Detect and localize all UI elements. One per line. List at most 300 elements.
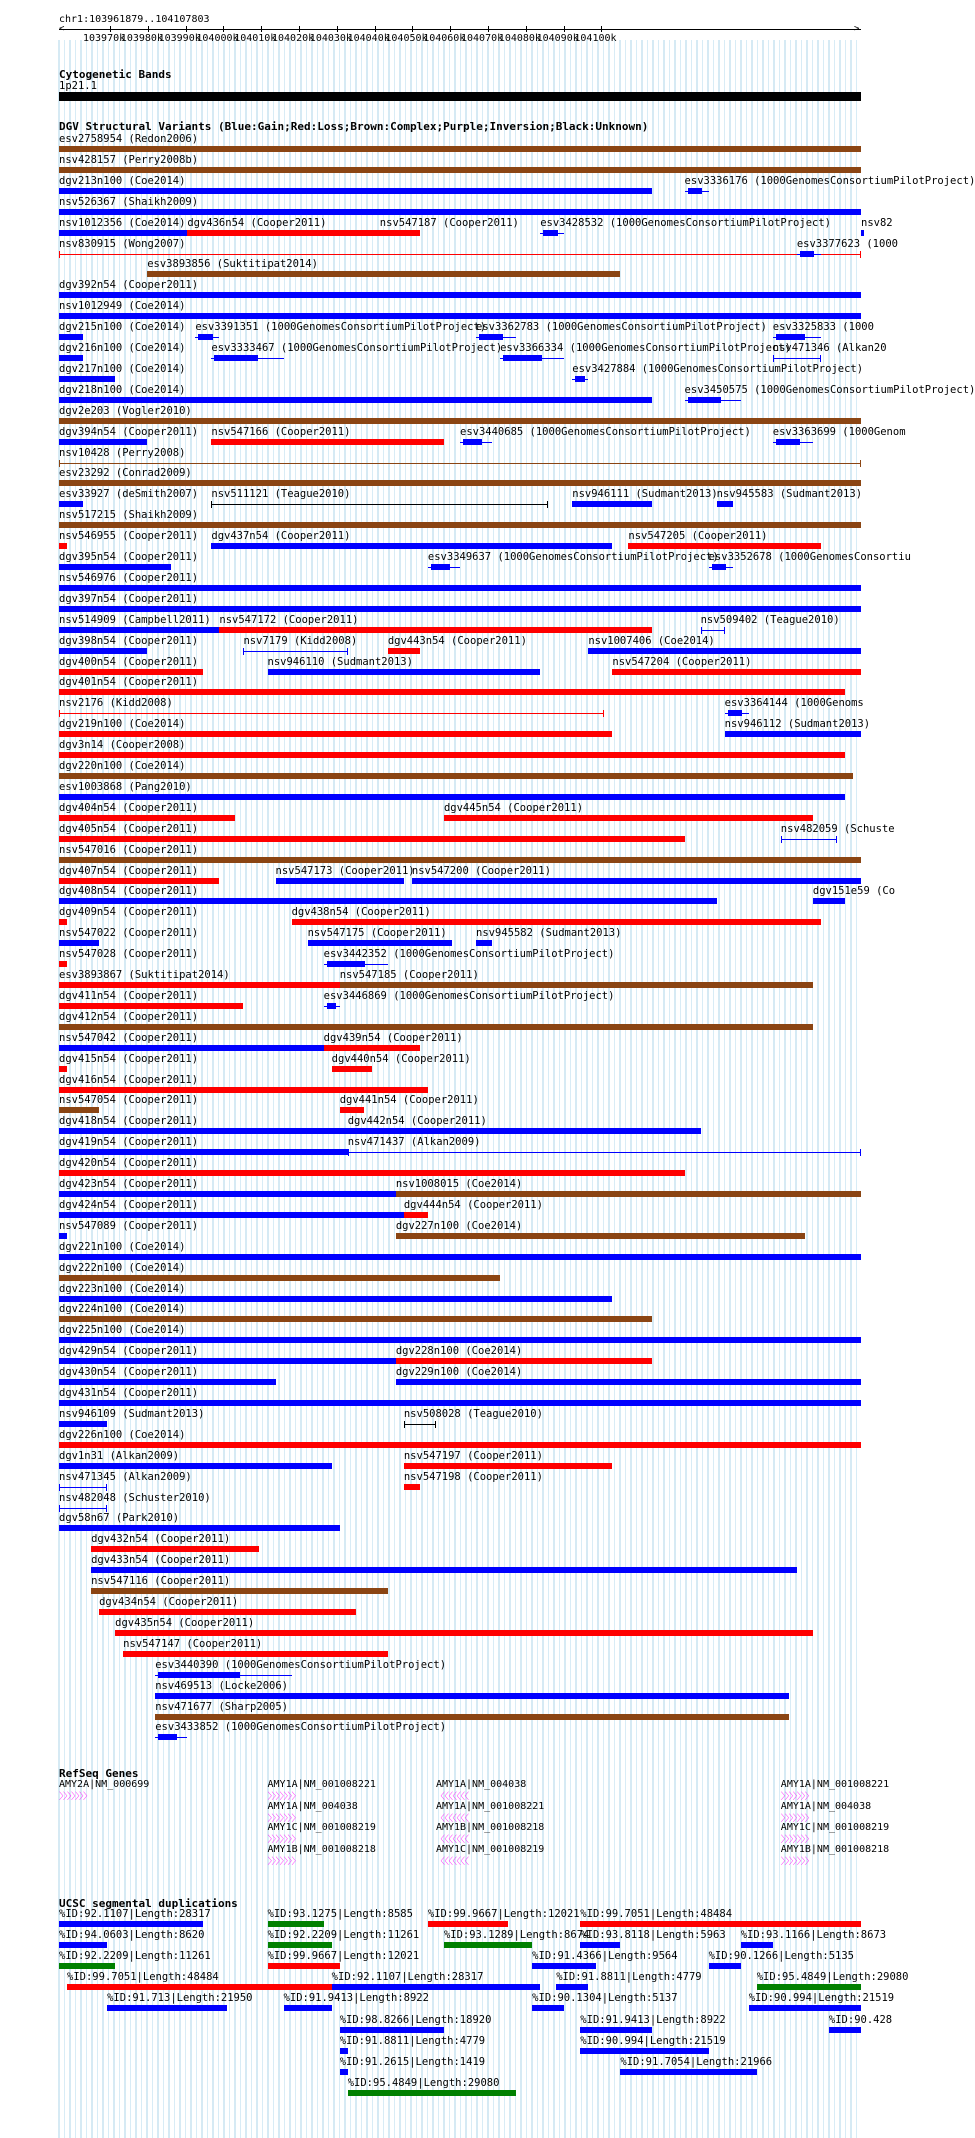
dgv-variant-bar[interactable] [324, 1006, 340, 1007]
dgv-variant-bar[interactable] [59, 773, 853, 779]
ruler-tick-mark [412, 26, 413, 32]
refseq-gene-label: AMY1B|NM_001008218 [267, 1843, 376, 1855]
dgv-variant-label: nsv82 [861, 216, 893, 229]
segdup-bar[interactable] [340, 2048, 348, 2054]
ruler-tick-label: 104060k [423, 33, 466, 44]
dgv-variant-bar[interactable] [59, 1379, 276, 1385]
refseq-gene-model[interactable]: 〈〈〈〈〈〈〈 [435, 1813, 469, 1824]
dgv-variant-bar[interactable] [412, 878, 861, 884]
dgv-variant-label: dgv222n100 (Coe2014) [59, 1261, 186, 1274]
segdup-bar[interactable] [107, 2005, 227, 2011]
ruler-tick-label: 104050k [385, 33, 428, 44]
dgv-variant-bar[interactable] [797, 254, 821, 255]
dgv-variant-bar[interactable] [59, 689, 845, 695]
segdup-bar[interactable] [59, 1963, 115, 1969]
dgv-variant-label: esv3349637 (1000GenomesConsortiumPilotProject) [427, 551, 719, 563]
dgv-variant-label: dgv441n54 (Cooper2011) [339, 1094, 479, 1107]
dgv-variant-bar[interactable] [59, 376, 115, 382]
dgv-variant-bar[interactable] [572, 501, 652, 507]
dgv-variant-label: esv3442352 (1000GenomesConsortiumPilotProject) [323, 948, 615, 961]
dgv-variant-label: nsv547198 (Cooper2011) [403, 1470, 543, 1483]
dgv-variant-bar[interactable] [781, 839, 837, 840]
ruler-tick-label: 104080k [498, 33, 541, 44]
segdup-label: %ID:91.8811|Length:4779 [556, 1971, 702, 1984]
dgv-variant-bar[interactable] [59, 313, 861, 319]
dgv-variant-label: nsv547187 (Cooper2011) [379, 216, 519, 229]
ruler-tick-mark [450, 26, 451, 32]
dgv-variant-bar[interactable] [444, 815, 813, 821]
refseq-gene-label: AMY1A|NM_001008221 [435, 1800, 545, 1812]
dgv-variant-bar[interactable] [59, 1003, 243, 1009]
dgv-variant-bar[interactable] [155, 1737, 187, 1738]
dgv-variant-bar[interactable] [59, 188, 652, 194]
refseq-track-title: RefSeq Genes [59, 1767, 139, 1780]
dgv-variant-bar[interactable] [276, 878, 404, 884]
dgv-variant-bar[interactable] [340, 982, 813, 988]
segdup-bar[interactable] [829, 2027, 861, 2033]
dgv-variant-bar[interactable] [59, 606, 861, 612]
dgv-variant-bar[interactable] [340, 1107, 364, 1113]
refseq-gene-model[interactable]: 〉〉〉〉〉〉〉 [780, 1792, 814, 1802]
dgv-variant-bar[interactable] [99, 1609, 356, 1615]
refseq-gene-label: AMY1A|NM_001008221 [780, 1779, 890, 1790]
dgv-variant-bar[interactable] [59, 794, 845, 800]
dgv-variant-bar[interactable] [59, 254, 861, 255]
segdup-bar[interactable] [709, 1963, 741, 1969]
dgv-variant-bar[interactable] [460, 442, 492, 443]
dgv-variant-bar[interactable] [59, 1508, 107, 1509]
refseq-gene-model[interactable]: 〉〉〉〉〉〉〉 [267, 1835, 301, 1845]
dgv-variant-bar[interactable] [59, 1066, 67, 1072]
dgv-variant-label: esv3893856 (Suktitipat2014) [147, 258, 318, 271]
dgv-variant-bar[interactable] [59, 713, 604, 714]
dgv-variant-bar[interactable] [59, 1212, 404, 1218]
dgv-variant-label: nsv945582 (Sudmant2013) [476, 927, 622, 940]
segdup-bar[interactable] [580, 1942, 620, 1948]
dgv-variant-bar[interactable] [155, 1675, 291, 1676]
refseq-gene-label: AMY1C|NM_001008219 [780, 1822, 890, 1833]
dgv-variant-label: dgv2e203 (Vogler2010) [59, 404, 192, 417]
dgv-variant-label: nsv547054 (Cooper2011) [59, 1094, 199, 1107]
dgv-variant-label: nsv1012949 (Coe2014) [59, 300, 186, 313]
dgv-variant-label: dgv438n54 (Cooper2011) [291, 906, 431, 919]
cytoband-bar[interactable] [59, 92, 861, 101]
refseq-gene-label: AMY1A|NM_004038 [267, 1800, 358, 1812]
dgv-variant-bar[interactable] [612, 669, 861, 675]
refseq-gene-label: AMY1A|NM_004038 [435, 1779, 527, 1790]
dgv-variant-label: esv3366334 (1000GenomesConsortiumPilotProject) [500, 342, 791, 354]
dgv-variant-label: dgv411n54 (Cooper2011) [59, 989, 199, 1002]
dgv-variant-label: dgv151e59 (Co [812, 885, 896, 898]
dgv-variant-bar[interactable] [59, 898, 717, 904]
dgv-variant-bar[interactable] [59, 230, 187, 236]
dgv-variant-bar[interactable] [59, 334, 83, 340]
dgv-variant-label: dgv226n100 (Coe2014) [59, 1428, 186, 1441]
ruler-tick-mark [186, 26, 187, 32]
dgv-variant-bar[interactable] [59, 292, 861, 298]
segdup-bar[interactable] [332, 1984, 541, 1990]
dgv-variant-label: dgv215n100 (Coe2014) [59, 321, 186, 334]
dgv-variant-label: dgv3n14 (Cooper2008) [59, 739, 186, 752]
dgv-variant-bar[interactable] [628, 543, 820, 549]
dgv-variant-bar[interactable] [59, 146, 861, 152]
ruler-tick-mark [110, 26, 111, 32]
dgv-variant-bar[interactable] [59, 418, 861, 424]
dgv-variant-bar[interactable] [155, 1714, 789, 1720]
dgv-variant-bar[interactable] [685, 400, 741, 401]
dgv-variant-bar[interactable] [324, 964, 388, 965]
dgv-variant-bar[interactable] [813, 898, 845, 904]
dgv-variant-bar[interactable] [59, 961, 67, 967]
dgv-variant-label: nsv514909 (Campbell2011) [59, 613, 211, 626]
dgv-variant-bar[interactable] [195, 337, 219, 338]
dgv-variant-label: dgv228n100 (Coe2014) [395, 1345, 523, 1358]
segdup-bar[interactable] [580, 2048, 708, 2054]
dgv-variant-bar[interactable] [388, 648, 420, 654]
dgv-variant-label: nsv7179 (Kidd2008) [243, 634, 358, 647]
dgv-variant-bar[interactable] [91, 1588, 388, 1594]
dgv-variant-bar[interactable] [773, 358, 821, 359]
cytoband-title: Cytogenetic Bands [59, 68, 172, 81]
dgv-variant-label: dgv224n100 (Coe2014) [59, 1303, 186, 1316]
dgv-variant-label: dgv436n54 (Cooper2011) [187, 216, 327, 229]
dgv-variant-label: nsv547116 (Cooper2011) [91, 1575, 231, 1588]
dgv-variant-bar[interactable] [59, 522, 861, 528]
dgv-variant-bar[interactable] [308, 940, 452, 946]
segdup-bar[interactable] [59, 1921, 203, 1927]
dgv-variant-bar[interactable] [773, 337, 821, 338]
dgv-variant-bar[interactable] [59, 1087, 428, 1093]
dgv-variant-bar[interactable] [396, 1191, 861, 1197]
dgv-variant-bar[interactable] [404, 1424, 436, 1425]
segdup-label: %ID:90.1304|Length:5137 [532, 1992, 678, 2005]
dgv-variant-label: nsv547147 (Cooper2011) [123, 1637, 263, 1650]
segdup-label: %ID:91.4366|Length:9564 [532, 1950, 678, 1963]
segdup-label: %ID:92.2209|Length:11261 [267, 1929, 420, 1942]
ruler-tick-mark [488, 26, 489, 32]
dgv-variant-bar[interactable] [332, 1066, 372, 1072]
refseq-gene-model[interactable]: 〉〉〉〉〉〉〉 [267, 1813, 301, 1824]
segdup-bar[interactable] [428, 1921, 508, 1927]
dgv-variant-bar[interactable] [59, 1149, 348, 1155]
dgv-variant-bar[interactable] [59, 1024, 813, 1030]
dgv-variant-bar[interactable] [59, 919, 67, 925]
dgv-variant-label: dgv440n54 (Cooper2011) [331, 1052, 471, 1065]
dgv-variant-bar[interactable] [701, 630, 725, 631]
dgv-variant-bar[interactable] [59, 167, 861, 173]
dgv-variant-bar[interactable] [211, 504, 548, 505]
segdup-label: %ID:94.0603|Length:8620 [59, 1929, 205, 1942]
dgv-variant-bar[interactable] [572, 379, 588, 380]
dgv-variant-bar[interactable] [59, 1400, 861, 1406]
dgv-variant-bar[interactable] [59, 669, 203, 675]
dgv-variant-label: nsv517215 (Shaikh2009) [59, 509, 199, 522]
dgv-variant-bar[interactable] [91, 1546, 259, 1552]
refseq-gene-model[interactable]: 〈〈〈〈〈〈〈 [435, 1835, 469, 1845]
dgv-variant-bar[interactable] [324, 1045, 420, 1051]
dgv-variant-bar[interactable] [396, 1233, 805, 1239]
dgv-variant-label: nsv508028 (Teague2010) [403, 1407, 543, 1420]
dgv-variant-bar[interactable] [59, 463, 861, 464]
dgv-variant-label: nsv482059 (Schuste [780, 822, 895, 835]
dgv-variant-bar[interactable] [59, 585, 861, 591]
dgv-variant-bar[interactable] [243, 651, 347, 652]
ruler-tick-mark [223, 26, 224, 32]
dgv-variant-bar[interactable] [59, 815, 235, 821]
dgv-variant-bar[interactable] [268, 669, 541, 675]
dgv-variant-label: dgv424n54 (Cooper2011) [59, 1198, 199, 1211]
dgv-variant-bar[interactable] [59, 1170, 685, 1176]
dgv-variant-label: dgv444n54 (Cooper2011) [403, 1198, 543, 1211]
dgv-variant-label: nsv1008015 (Coe2014) [395, 1178, 523, 1190]
segdup-bar[interactable] [348, 2090, 516, 2096]
dgv-variant-label: esv3391351 (1000GenomesConsortiumPilotProject) [195, 321, 487, 334]
dgv-variant-label: esv3433852 (1000GenomesConsortiumPilotProject) [155, 1721, 447, 1734]
dgv-variant-bar[interactable] [59, 1045, 324, 1051]
dgv-variant-bar[interactable] [59, 1463, 332, 1469]
dgv-variant-bar[interactable] [725, 713, 749, 714]
segdup-bar[interactable] [268, 1942, 332, 1948]
dgv-variant-bar[interactable] [187, 230, 379, 236]
dgv-variant-label: dgv221n100 (Coe2014) [59, 1240, 186, 1253]
dgv-variant-label: esv3333467 (1000GenomesConsortiumPilotProject) [211, 342, 503, 354]
dgv-variant-bar[interactable] [59, 731, 612, 737]
dgv-variant-bar[interactable] [709, 567, 733, 568]
segdup-track-title: UCSC segmental duplications [59, 1897, 238, 1910]
segdup-bar[interactable] [532, 2005, 564, 2011]
dgv-variant-label: nsv547175 (Cooper2011) [307, 927, 447, 940]
dgv-variant-bar[interactable] [59, 836, 685, 842]
dgv-variant-bar[interactable] [428, 567, 460, 568]
dgv-variant-bar[interactable] [115, 1630, 813, 1636]
segdup-label: %ID:93.1166|Length:8673 [740, 1929, 887, 1942]
dgv-variant-bar[interactable] [59, 1316, 652, 1322]
dgv-variant-bar[interactable] [396, 1379, 861, 1385]
dgv-variant-label: dgv419n54 (Cooper2011) [59, 1136, 199, 1149]
dgv-variant-label: dgv405n54 (Cooper2011) [59, 822, 199, 835]
dgv-variant-bar[interactable] [59, 355, 83, 361]
ruler-left-arrow: < [59, 24, 65, 34]
dgv-variant-bar[interactable] [59, 1337, 861, 1343]
dgv-variant-bar[interactable] [155, 1693, 789, 1699]
dgv-variant-bar[interactable] [717, 501, 733, 507]
dgv-variant-label: nsv546955 (Cooper2011) [59, 530, 199, 543]
dgv-variant-bar[interactable] [348, 1152, 861, 1153]
segdup-label: %ID:91.7054|Length:21966 [620, 2055, 773, 2068]
ruler-tick-mark [601, 26, 602, 32]
dgv-variant-label: nsv547042 (Cooper2011) [59, 1031, 199, 1044]
dgv-variant-bar[interactable] [59, 878, 219, 884]
dgv-variant-label: esv3440685 (1000GenomesConsortiumPilotProject) [460, 425, 751, 438]
dgv-variant-bar[interactable] [59, 1442, 861, 1448]
dgv-variant-bar[interactable] [219, 627, 652, 633]
segdup-bar[interactable] [268, 1963, 340, 1969]
dgv-variant-bar[interactable] [59, 627, 219, 633]
dgv-variant-bar[interactable] [59, 940, 99, 946]
ruler-tick-mark [148, 26, 149, 32]
dgv-variant-label: esv3362783 (1000GenomesConsortiumPilotProject) [476, 321, 767, 334]
dgv-variant-label: dgv412n54 (Cooper2011) [59, 1010, 199, 1023]
dgv-variant-label: esv23292 (Conrad2009) [59, 467, 192, 480]
refseq-gene-model[interactable]: 〉〉〉〉〉〉〉 [780, 1835, 814, 1845]
dgv-variant-bar[interactable] [500, 358, 564, 359]
dgv-variant-bar[interactable] [59, 1233, 67, 1239]
refseq-gene-model[interactable]: 〉〉〉〉〉〉〉 [267, 1792, 301, 1802]
ruler-tick-label: 103970k [83, 33, 126, 44]
dgv-variant-label: dgv223n100 (Coe2014) [59, 1282, 186, 1295]
dgv-variant-bar[interactable] [380, 230, 420, 236]
segdup-bar[interactable] [284, 2005, 332, 2011]
dgv-variant-bar[interactable] [59, 982, 340, 988]
dgv-variant-bar[interactable] [59, 1254, 861, 1260]
segdup-bar[interactable] [340, 2027, 444, 2033]
segdup-label: %ID:98.8266|Length:18920 [339, 2013, 492, 2026]
segdup-bar[interactable] [268, 1921, 324, 1927]
dgv-variant-label: nsv509402 (Teague2010) [700, 613, 840, 626]
segdup-bar[interactable] [741, 1942, 773, 1948]
segdup-bar[interactable] [59, 1942, 107, 1948]
ruler-tick-label: 104030k [309, 33, 352, 44]
dgv-variant-bar[interactable] [773, 442, 813, 443]
refseq-gene-model[interactable]: 〉〉〉〉〉〉〉 [267, 1856, 301, 1867]
dgv-variant-label: dgv217n100 (Coe2014) [59, 362, 186, 375]
dgv-variant-label: dgv218n100 (Coe2014) [59, 383, 186, 396]
refseq-gene-label: AMY1B|NM_001008218 [780, 1843, 890, 1855]
dgv-variant-bar[interactable] [861, 230, 864, 236]
dgv-variant-label: dgv443n54 (Cooper2011) [387, 634, 527, 647]
segdup-label: %ID:93.8118|Length:5963 [580, 1929, 726, 1942]
ruler-tick-label: 104070k [461, 33, 504, 44]
dgv-variant-label: esv3446869 (1000GenomesConsortiumPilotProject) [323, 989, 615, 1002]
dgv-variant-label: esv3363699 (1000Genom [772, 425, 906, 438]
dgv-variant-bar[interactable] [540, 233, 564, 234]
dgv-variant-label: nsv946112 (Sudmant2013) [724, 718, 871, 731]
dgv-variant-label: nsv546976 (Cooper2011) [59, 571, 199, 584]
ruler-tick-mark [261, 26, 262, 32]
dgv-variant-bar[interactable] [476, 337, 516, 338]
dgv-variant-label: esv33927 (deSmith2007) [59, 488, 199, 501]
dgv-variant-label: dgv432n54 (Cooper2011) [91, 1533, 231, 1546]
dgv-variant-bar[interactable] [685, 191, 709, 192]
dgv-variant-bar[interactable] [59, 1275, 500, 1281]
segdup-label: %ID:99.9667|Length:12021 [427, 1908, 580, 1920]
dgv-variant-bar[interactable] [292, 919, 821, 925]
dgv-variant-label: dgv439n54 (Cooper2011) [323, 1031, 463, 1044]
dgv-variant-bar[interactable] [476, 940, 492, 946]
dgv-variant-bar[interactable] [396, 1358, 653, 1364]
dgv-variant-bar[interactable] [147, 271, 620, 277]
dgv-variant-bar[interactable] [588, 648, 861, 654]
dgv-variant-bar[interactable] [59, 564, 171, 570]
dgv-variant-bar[interactable] [211, 358, 283, 359]
dgv-variant-bar[interactable] [59, 1487, 107, 1488]
dgv-variant-label: dgv395n54 (Cooper2011) [59, 551, 199, 563]
dgv-variant-label: dgv397n54 (Cooper2011) [59, 592, 199, 605]
dgv-variant-label: dgv418n54 (Cooper2011) [59, 1115, 199, 1128]
segdup-bar[interactable] [444, 1942, 532, 1948]
dgv-variant-label: dgv229n100 (Coe2014) [395, 1366, 523, 1379]
dgv-variant-label: dgv435n54 (Cooper2011) [115, 1616, 255, 1629]
dgv-variant-bar[interactable] [59, 480, 861, 486]
dgv-variant-bar[interactable] [59, 752, 845, 758]
dgv-track-title: DGV Structural Variants (Blue:Gain;Red:Loss;Brown:Complex;Purple;Inversion;Black:Unknown) [59, 120, 649, 133]
segdup-bar[interactable] [556, 1984, 588, 1990]
dgv-variant-label: dgv1n31 (Alkan2009) [59, 1449, 180, 1462]
refseq-gene-label: AMY1C|NM_001008219 [435, 1843, 545, 1855]
dgv-variant-bar[interactable] [59, 1421, 107, 1427]
segdup-label: %ID:91.713|Length:21950 [107, 1992, 253, 2005]
refseq-gene-model[interactable]: 〉〉〉〉〉〉〉 [780, 1813, 814, 1824]
segdup-bar[interactable] [580, 1921, 861, 1927]
ruler-tick-mark [337, 26, 338, 32]
dgv-variant-label: dgv429n54 (Cooper2011) [59, 1345, 199, 1358]
dgv-variant-label: esv3440390 (1000GenomesConsortiumPilotProject) [155, 1658, 447, 1671]
dgv-variant-bar[interactable] [59, 1358, 396, 1364]
segdup-bar[interactable] [620, 2069, 756, 2075]
dgv-variant-bar[interactable] [404, 1212, 428, 1218]
dgv-variant-bar[interactable] [91, 1567, 797, 1573]
dgv-variant-bar[interactable] [59, 1128, 348, 1134]
segdup-bar[interactable] [580, 2027, 652, 2033]
dgv-variant-bar[interactable] [404, 1463, 613, 1469]
refseq-gene-model[interactable]: 〉〉〉〉〉〉〉 [780, 1856, 814, 1867]
ruler-tick-mark [375, 26, 376, 32]
dgv-variant-bar[interactable] [59, 648, 147, 654]
dgv-variant-bar[interactable] [59, 501, 83, 507]
refseq-gene-model[interactable]: 〈〈〈〈〈〈〈 [435, 1856, 469, 1867]
dgv-variant-bar[interactable] [211, 439, 444, 445]
dgv-variant-bar[interactable] [59, 439, 147, 445]
dgv-variant-label: dgv392n54 (Cooper2011) [59, 279, 199, 292]
dgv-variant-bar[interactable] [59, 397, 652, 403]
dgv-variant-bar[interactable] [404, 1484, 420, 1490]
dgv-variant-label: nsv469513 (Locke2006) [155, 1679, 288, 1692]
ruler-tick-mark [299, 26, 300, 32]
dgv-variant-bar[interactable] [59, 209, 861, 215]
ruler-tick-mark [564, 26, 565, 32]
segdup-label: %ID:99.9667|Length:12021 [267, 1950, 420, 1963]
refseq-gene-model[interactable]: 〉〉〉〉〉〉〉 [59, 1792, 92, 1802]
segdup-label: %ID:99.7051|Length:48484 [580, 1908, 733, 1920]
dgv-variant-bar[interactable] [59, 1191, 396, 1197]
dgv-variant-label: dgv219n100 (Coe2014) [59, 718, 186, 731]
segdup-bar[interactable] [532, 1963, 596, 1969]
segdup-label: %ID:92.1107|Length:28317 [331, 1971, 484, 1984]
segdup-bar[interactable] [757, 1984, 861, 1990]
ruler-tick-label: 104010k [234, 33, 277, 44]
dgv-variant-bar[interactable] [59, 1107, 99, 1113]
dgv-variant-label: dgv423n54 (Cooper2011) [59, 1178, 199, 1190]
dgv-variant-bar[interactable] [59, 1296, 612, 1302]
segdup-label: %ID:91.8811|Length:4779 [339, 2034, 486, 2047]
dgv-variant-bar[interactable] [348, 1128, 701, 1134]
segdup-label: %ID:90.428 [828, 2013, 893, 2026]
segdup-bar[interactable] [749, 2005, 861, 2011]
dgv-variant-bar[interactable] [59, 857, 861, 863]
segdup-bar[interactable] [340, 2069, 348, 2075]
segdup-label: %ID:92.2209|Length:11261 [59, 1950, 211, 1963]
refseq-gene-model[interactable]: 〈〈〈〈〈〈〈 [435, 1792, 469, 1802]
dgv-variant-label: esv3428532 (1000GenomesConsortiumPilotProject) [540, 216, 831, 229]
dgv-variant-label: nsv945583 (Sudmant2013) [716, 488, 863, 501]
dgv-variant-bar[interactable] [211, 543, 612, 549]
dgv-variant-label: nsv471346 (Alkan20 [772, 342, 887, 354]
dgv-variant-bar[interactable] [59, 1525, 340, 1531]
dgv-variant-bar[interactable] [123, 1651, 388, 1657]
dgv-variant-bar[interactable] [725, 731, 861, 737]
dgv-variant-label: dgv213n100 (Coe2014) [59, 174, 186, 187]
dgv-variant-bar[interactable] [59, 543, 67, 549]
